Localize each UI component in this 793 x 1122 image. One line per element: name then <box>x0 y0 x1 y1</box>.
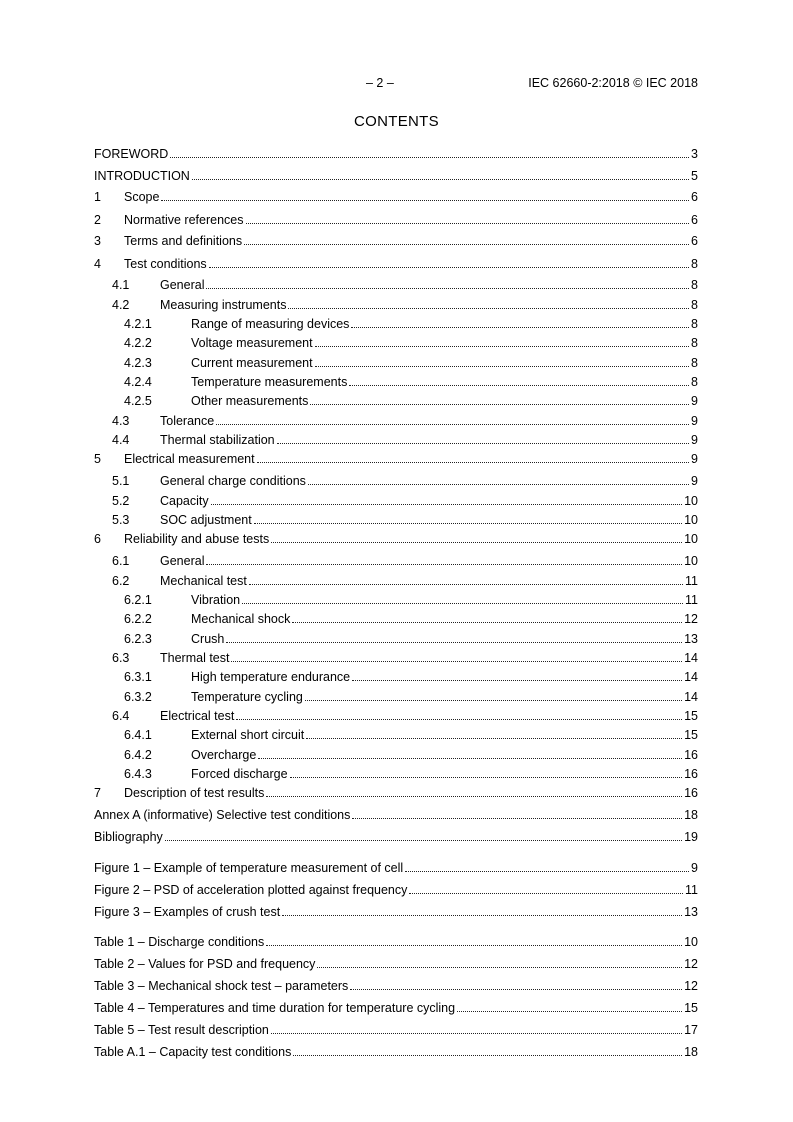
dot-leader <box>206 564 682 565</box>
toc-entry-page: 11 <box>685 574 698 588</box>
toc-entry-number: 4 <box>94 257 101 271</box>
toc-entry-page: 8 <box>691 336 698 350</box>
toc-entry-page: 8 <box>691 278 698 292</box>
toc-entry-number: 4.4 <box>112 433 130 447</box>
toc-entry[interactable] <box>112 297 698 313</box>
toc-entry-title: Table 3 – Mechanical shock test – parameters <box>94 979 349 993</box>
toc-entry-number: 6.1 <box>112 554 130 568</box>
toc-entry-title: Crush <box>191 632 225 646</box>
toc-entry-page: 10 <box>684 554 698 568</box>
toc-entry-page: 8 <box>691 317 698 331</box>
dot-leader <box>317 967 682 968</box>
toc-entry-page: 3 <box>691 147 698 161</box>
toc-entry-page: 8 <box>691 375 698 389</box>
toc-entry-number: 6.3 <box>112 651 130 665</box>
toc-entry-page: 14 <box>684 690 698 704</box>
toc-entry-page: 11 <box>685 883 698 897</box>
toc-entry-number: 5.2 <box>112 494 130 508</box>
toc-entry-title: Terms and definitions <box>124 234 243 248</box>
toc-entry-number: 4.1 <box>112 278 130 292</box>
dot-leader <box>266 796 682 797</box>
toc-entry-page: 9 <box>691 414 698 428</box>
toc-entry[interactable] <box>124 393 698 409</box>
dot-leader <box>288 308 689 309</box>
toc-entry-page: 15 <box>684 1001 698 1015</box>
dot-leader <box>236 719 682 720</box>
dot-leader <box>258 758 682 759</box>
toc-entry-title: Annex A (informative) Selective test conditions <box>94 808 351 822</box>
toc-entry-title: SOC adjustment <box>160 513 252 527</box>
toc-entry-page: 8 <box>691 257 698 271</box>
toc-entry-page: 12 <box>684 612 698 626</box>
toc-entry[interactable] <box>112 413 698 429</box>
toc-entry-number: 4.2.1 <box>124 317 152 331</box>
toc-entry-title: Overcharge <box>191 748 257 762</box>
toc-entry-page: 10 <box>684 513 698 527</box>
toc-entry-title: General charge conditions <box>160 474 306 488</box>
toc-entry-title: Measuring instruments <box>160 298 287 312</box>
toc-entry[interactable] <box>94 934 698 950</box>
toc-entry-page: 9 <box>691 452 698 466</box>
dot-leader <box>409 893 683 894</box>
dot-leader <box>352 818 682 819</box>
toc-entry-page: 9 <box>691 474 698 488</box>
toc-entry[interactable] <box>94 956 698 972</box>
toc-entry-number: 6.3.1 <box>124 670 152 684</box>
toc-entry-title: Figure 2 – PSD of acceleration plotted against frequency <box>94 883 408 897</box>
toc-entry[interactable] <box>124 355 698 371</box>
toc-entry[interactable] <box>124 631 698 647</box>
dot-leader <box>305 700 682 701</box>
toc-entry-page: 18 <box>684 808 698 822</box>
toc-entry[interactable] <box>94 212 698 228</box>
dot-leader <box>315 366 689 367</box>
toc-entry-page: 12 <box>684 979 698 993</box>
dot-leader <box>271 1033 682 1034</box>
toc-entry-title: Test conditions <box>124 257 207 271</box>
toc-entry-title: Normative references <box>124 213 244 227</box>
toc-entry-title: Forced discharge <box>191 767 288 781</box>
toc-entry-title: Table 4 – Temperatures and time duration for temperature cycling <box>94 1001 456 1015</box>
toc-entry-title: Figure 3 – Examples of crush test <box>94 905 281 919</box>
toc-entry-page: 17 <box>684 1023 698 1037</box>
toc-entry-page: 13 <box>684 905 698 919</box>
toc-entry-title: Figure 1 – Example of temperature measurement of cell <box>94 861 404 875</box>
dot-leader <box>292 622 682 623</box>
toc-entry[interactable] <box>94 882 698 898</box>
toc-entry-page: 9 <box>691 861 698 875</box>
toc-entry-number: 5.1 <box>112 474 130 488</box>
dot-leader <box>349 385 689 386</box>
toc-entry[interactable] <box>112 573 698 589</box>
toc-entry-page: 11 <box>685 593 698 607</box>
toc-entry-number: 6.3.2 <box>124 690 152 704</box>
toc-entry-number: 6.4 <box>112 709 130 723</box>
toc-entry-number: 6.4.1 <box>124 728 152 742</box>
toc-entry-number: 4.2 <box>112 298 130 312</box>
dot-leader <box>315 346 689 347</box>
toc-entry[interactable] <box>94 978 698 994</box>
toc-entry-title: Electrical measurement <box>124 452 255 466</box>
dot-leader <box>249 584 683 585</box>
toc-entry-title: Thermal stabilization <box>160 433 275 447</box>
toc-entry-page: 8 <box>691 298 698 312</box>
dot-leader <box>165 840 682 841</box>
document-id: IEC 62660-2:2018 © IEC 2018 <box>528 76 698 90</box>
toc-entry-number: 4.2.5 <box>124 394 152 408</box>
dot-leader <box>293 1055 682 1056</box>
toc-entry-page: 18 <box>684 1045 698 1059</box>
dot-leader <box>231 661 682 662</box>
toc-entry-page: 6 <box>691 234 698 248</box>
toc-entry[interactable] <box>112 650 698 666</box>
toc-entry[interactable] <box>94 785 698 801</box>
toc-entry-title: Reliability and abuse tests <box>124 532 270 546</box>
toc-entry[interactable] <box>124 611 698 627</box>
toc-entry[interactable] <box>124 669 698 685</box>
toc-entry-title: Thermal test <box>160 651 230 665</box>
dot-leader <box>310 404 689 405</box>
toc-entry-title: Tolerance <box>160 414 215 428</box>
toc-entry[interactable] <box>94 256 698 272</box>
toc-entry-title: General <box>160 278 205 292</box>
dot-leader <box>192 179 689 180</box>
toc-entry-number: 7 <box>94 786 101 800</box>
toc-entry-number: 6 <box>94 532 101 546</box>
toc-entry[interactable] <box>124 689 698 705</box>
dot-leader <box>170 157 689 158</box>
toc-entry-title: Capacity <box>160 494 209 508</box>
dot-leader <box>306 738 682 739</box>
toc-entry-number: 5 <box>94 452 101 466</box>
toc-entry-number: 6.2.3 <box>124 632 152 646</box>
toc-entry[interactable] <box>112 553 698 569</box>
toc-entry[interactable] <box>94 451 698 467</box>
toc-entry[interactable] <box>112 277 698 293</box>
toc-entry-page: 6 <box>691 213 698 227</box>
toc-entry[interactable] <box>112 473 698 489</box>
toc-entry-number: 4.2.4 <box>124 375 152 389</box>
toc-entry-number: 4.2.3 <box>124 356 152 370</box>
toc-entry-title: FOREWORD <box>94 147 169 161</box>
dot-leader <box>282 915 682 916</box>
toc-entry-title: Vibration <box>191 593 241 607</box>
toc-entry-page: 14 <box>684 670 698 684</box>
toc-entry[interactable] <box>124 747 698 763</box>
toc-entry-title: Description of test results <box>124 786 265 800</box>
toc-entry-number: 4.3 <box>112 414 130 428</box>
page-header <box>94 76 698 92</box>
toc-entry-page: 10 <box>684 532 698 546</box>
toc-entry[interactable] <box>112 432 698 448</box>
toc-entry-page: 16 <box>684 786 698 800</box>
toc-entry-title: Table A.1 – Capacity test conditions <box>94 1045 292 1059</box>
toc-entry-page: 15 <box>684 728 698 742</box>
toc-entry[interactable] <box>112 512 698 528</box>
toc-entry[interactable] <box>94 829 698 845</box>
toc-entry-number: 3 <box>94 234 101 248</box>
toc-entry-page: 10 <box>684 494 698 508</box>
dot-leader <box>277 443 689 444</box>
toc-entry-number: 5.3 <box>112 513 130 527</box>
toc-entry-title: Other measurements <box>191 394 309 408</box>
dot-leader <box>209 267 689 268</box>
toc-entry-title: Voltage measurement <box>191 336 313 350</box>
toc-entry-title: Electrical test <box>160 709 235 723</box>
toc-entry-number: 2 <box>94 213 101 227</box>
toc-entry-number: 6.4.2 <box>124 748 152 762</box>
toc-entry[interactable] <box>94 807 698 823</box>
dot-leader <box>257 462 689 463</box>
toc-entry-number: 6.2.1 <box>124 593 152 607</box>
toc-entry-title: INTRODUCTION <box>94 169 190 183</box>
toc-entry-title: Bibliography <box>94 830 163 844</box>
toc-entry[interactable] <box>124 766 698 782</box>
dot-leader <box>352 680 682 681</box>
toc-entry[interactable] <box>94 233 698 249</box>
toc-entry[interactable] <box>94 168 698 184</box>
toc-entry[interactable] <box>112 708 698 724</box>
dot-leader <box>211 504 682 505</box>
dot-leader <box>216 424 689 425</box>
toc-entry-page: 6 <box>691 190 698 204</box>
dot-leader <box>161 200 689 201</box>
dot-leader <box>457 1011 682 1012</box>
toc-entry-title: Temperature cycling <box>191 690 303 704</box>
toc-entry-title: Current measurement <box>191 356 313 370</box>
toc-entry-page: 5 <box>691 169 698 183</box>
toc-entry-title: Table 1 – Discharge conditions <box>94 935 265 949</box>
toc-entry-title: Table 2 – Values for PSD and frequency <box>94 957 316 971</box>
toc-entry[interactable] <box>94 1000 698 1016</box>
toc-entry-number: 6.4.3 <box>124 767 152 781</box>
toc-entry[interactable] <box>94 189 698 205</box>
page-title: CONTENTS <box>354 113 439 130</box>
toc-entry-page: 9 <box>691 394 698 408</box>
toc-entry-page: 13 <box>684 632 698 646</box>
toc-entry-page: 10 <box>684 935 698 949</box>
toc-entry-number: 4.2.2 <box>124 336 152 350</box>
toc-entry[interactable] <box>94 904 698 920</box>
dot-leader <box>244 244 689 245</box>
toc-entry[interactable] <box>112 493 698 509</box>
toc-entry-page: 15 <box>684 709 698 723</box>
dot-leader <box>405 871 689 872</box>
toc-entry[interactable] <box>124 374 698 390</box>
toc-entry[interactable] <box>94 1022 698 1038</box>
toc-entry-title: Range of measuring devices <box>191 317 350 331</box>
toc-entry[interactable] <box>124 335 698 351</box>
dot-leader <box>242 603 683 604</box>
toc-entry-number: 6.2 <box>112 574 130 588</box>
toc-entry-page: 9 <box>691 433 698 447</box>
dot-leader <box>350 989 682 990</box>
toc-entry-title: General <box>160 554 205 568</box>
toc-entry[interactable] <box>124 727 698 743</box>
dot-leader <box>290 777 683 778</box>
toc-entry[interactable] <box>124 316 698 332</box>
toc-entry[interactable] <box>124 592 698 608</box>
toc-entry-title: Scope <box>124 190 160 204</box>
toc-entry-title: Mechanical test <box>160 574 247 588</box>
dot-leader <box>206 288 689 289</box>
toc-entry-title: Temperature measurements <box>191 375 348 389</box>
dot-leader <box>254 523 682 524</box>
page-number: – 2 – <box>366 76 394 90</box>
toc-entry-title: Table 5 – Test result description <box>94 1023 269 1037</box>
dot-leader <box>246 223 690 224</box>
toc-entry[interactable] <box>94 860 698 876</box>
toc-entry[interactable] <box>94 1044 698 1060</box>
toc-entry-page: 16 <box>684 748 698 762</box>
toc-entry-number: 1 <box>94 190 101 204</box>
dot-leader <box>351 327 689 328</box>
toc-entry[interactable] <box>94 531 698 547</box>
toc-entry[interactable] <box>94 146 698 162</box>
toc-entry-number: 6.2.2 <box>124 612 152 626</box>
dot-leader <box>266 945 682 946</box>
toc-entry-page: 14 <box>684 651 698 665</box>
toc-entry-page: 12 <box>684 957 698 971</box>
dot-leader <box>308 484 689 485</box>
toc-entry-page: 8 <box>691 356 698 370</box>
dot-leader <box>271 542 682 543</box>
toc-entry-title: External short circuit <box>191 728 305 742</box>
toc-entry-title: Mechanical shock <box>191 612 291 626</box>
toc-entry-title: High temperature endurance <box>191 670 351 684</box>
toc-entry-page: 19 <box>684 830 698 844</box>
toc-entry-page: 16 <box>684 767 698 781</box>
dot-leader <box>226 642 682 643</box>
